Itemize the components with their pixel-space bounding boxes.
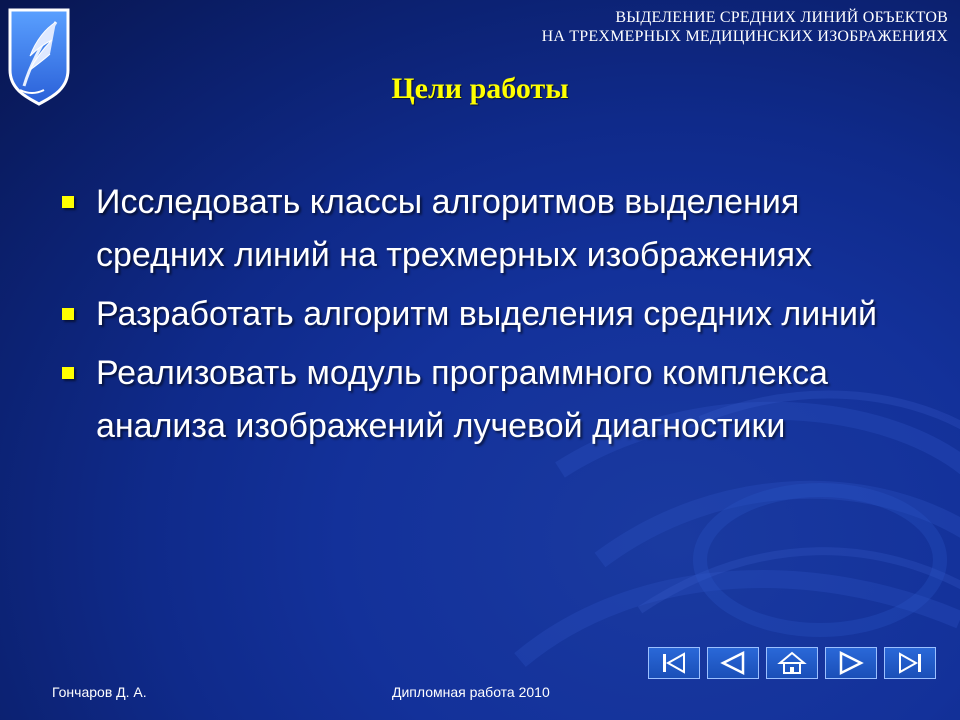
slide-navigation <box>648 647 936 681</box>
bullet-text: Исследовать классы алгоритмов выделения средних линий на трехмерных изображениях <box>96 183 813 274</box>
home-icon <box>772 650 812 676</box>
bullet-list <box>56 176 916 459</box>
presentation-header <box>542 8 948 46</box>
bullet-square-icon <box>62 196 74 208</box>
bullet-text: Разработать алгоритм выделения средних линий <box>96 295 878 333</box>
next-slide-button[interactable] <box>825 647 877 679</box>
first-slide-button[interactable] <box>648 647 700 679</box>
bullet-item <box>56 347 916 453</box>
header-title-line1: ВЫДЕЛЕНИЕ СРЕДНИХ ЛИНИЙ ОБЪЕКТОВ <box>615 9 948 26</box>
first-slide-icon <box>654 650 694 676</box>
footer-work-title: Дипломная работа 2010 <box>392 684 550 700</box>
bullet-text: Реализовать модуль программного комплекса анализа изображений лучевой диагностики <box>96 354 828 445</box>
bullet-square-icon <box>62 308 74 320</box>
next-slide-icon <box>831 650 871 676</box>
previous-slide-icon <box>713 650 753 676</box>
header-title-line2: НА ТРЕХМЕРНЫХ МЕДИЦИНСКИХ ИЗОБРАЖЕНИЯХ <box>541 28 948 45</box>
bullet-item <box>56 288 916 341</box>
last-slide-icon <box>890 650 930 676</box>
footer-author: Гончаров Д. А. <box>52 684 147 700</box>
bullet-item <box>56 176 916 282</box>
slide-title: Цели работы <box>391 72 569 105</box>
last-slide-button[interactable] <box>884 647 936 679</box>
home-button[interactable] <box>766 647 818 679</box>
bullet-square-icon <box>62 367 74 379</box>
previous-slide-button[interactable] <box>707 647 759 679</box>
